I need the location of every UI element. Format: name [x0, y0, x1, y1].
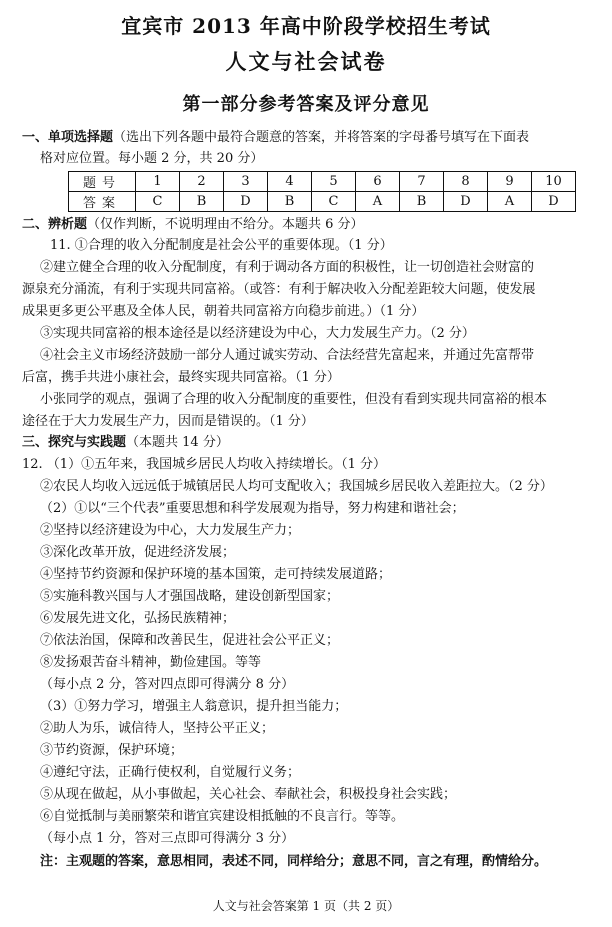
question-number-cell: 5: [312, 172, 356, 192]
answer-cell: B: [180, 192, 224, 212]
section3-text-line: ⑦依法治国，保障和改善民生，促进社会公平正义；: [40, 633, 340, 648]
section3-text-line: ②农民人均收入远远低于城镇居民人均可支配收入；我国城乡居民收入差距拉大。（2 分）: [40, 479, 553, 494]
answer-cell: D: [532, 192, 576, 212]
section2-text-line: 途径在于大力发展生产力，因而是错误的。（1 分）: [22, 414, 314, 429]
answer-cell: C: [136, 192, 180, 212]
answer-cell: B: [268, 192, 312, 212]
answer-table-answer-row: [69, 192, 576, 212]
section3-heading: 三、探究与实践题: [22, 435, 127, 450]
page-footer: 人文与社会答案第 1 页（共 2 页）: [212, 899, 400, 913]
answer-table: [68, 171, 576, 212]
section1-line1: [22, 129, 529, 147]
section2-line: [22, 216, 364, 234]
section3-text-line: ⑥发展先进文化，弘扬民族精神；: [40, 611, 236, 626]
section3-text-line: ⑤实施科教兴国与人才强国战略，建设创新型国家；: [40, 589, 340, 604]
section3-text-line: ⑤从现在做起，从小事做起，关心社会、奉献社会，积极投身社会实践；: [40, 787, 457, 802]
section2-text-line: ④社会主义市场经济鼓励一部分人通过诚实劳动、合法经营先富起来，并通过先富帮带: [40, 348, 535, 363]
section2-text-line: 11. ①合理的收入分配制度是社会公平的重要体现。（1 分）: [50, 238, 393, 253]
answer-cell: C: [312, 192, 356, 212]
section3-text-line: （3）①努力学习，增强主人翁意识，提升担当能力；: [40, 699, 348, 714]
section2-text-line: 后富，携手共进小康社会，最终实现共同富裕。（1 分）: [22, 370, 340, 385]
section2-heading: 二、辨析题: [22, 217, 88, 232]
answer-cell: D: [224, 192, 268, 212]
question-number-cell: 1: [136, 172, 180, 192]
section3-text-line: ③深化改革开放，促进经济发展；: [40, 545, 236, 560]
answer-table-answer-label: 答案: [69, 192, 136, 212]
section2-note: （仅作判断，不说明理由不给分。本题共 6 分）: [87, 217, 364, 232]
question-number-cell: 3: [224, 172, 268, 192]
section2-text-line: ②建立健全合理的收入分配制度，有利于调动各方面的积极性，让一切创造社会财富的: [40, 260, 535, 275]
section2-text-line: 源泉充分涌流，有利于实现共同富裕。（或答：有利于解决收入分配差距较大问题，使发展: [22, 282, 536, 297]
answer-cell: B: [400, 192, 444, 212]
section3-note: （本题共 14 分）: [126, 435, 229, 450]
answer-cell: A: [356, 192, 400, 212]
section1-instruction-b: 格对应位置。每小题 2 分，共 20 分）: [40, 151, 264, 166]
exam-title: 宜宾市 2013 年高中阶段学校招生考试: [121, 14, 491, 38]
section2-text-line: 小张同学的观点，强调了合理的收入分配制度的重要性，但没有看到实现共同富裕的根本: [40, 392, 548, 407]
section3-text-line: ⑧发扬艰苦奋斗精神，勤俭建国。等等: [40, 655, 262, 670]
section3-text-line: ⑥自觉抵制与美丽繁荣和谐宜宾建设相抵触的不良言行。等等。: [40, 809, 405, 824]
question-number-cell: 4: [268, 172, 312, 192]
section3-text-line: ②坚持以经济建设为中心，大力发展生产力；: [40, 523, 301, 538]
question-number-cell: 10: [532, 172, 576, 192]
question-number-cell: 9: [488, 172, 532, 192]
part-title: 第一部分参考答案及评分意见: [182, 94, 430, 115]
section2-text-line: 成果更多更公平惠及全体人民，朝着共同富裕方向稳步前进。）（1 分）: [22, 304, 425, 319]
answer-cell: A: [488, 192, 532, 212]
section3-text-line: ③节约资源，保护环境；: [40, 743, 184, 758]
section3-final-note: 注：主观题的答案，意思相同，表述不同，同样给分；意思不同，言之有理，酌情给分。: [40, 854, 548, 869]
section3-text-line: ④坚持节约资源和保护环境的基本国策，走可持续发展道路；: [40, 567, 392, 582]
question-number-cell: 6: [356, 172, 400, 192]
section1-instruction-a: （选出下列各题中最符合题意的答案，并将答案的字母番号填写在下面表: [113, 130, 530, 145]
section3-text-line: 12. （1）①五年来，我国城乡居民人均收入持续增长。（1 分）: [22, 457, 386, 472]
question-number-cell: 8: [444, 172, 488, 192]
answer-cell: D: [444, 192, 488, 212]
section3-line: [22, 434, 229, 452]
paper-subtitle: 人文与社会试卷: [225, 49, 387, 74]
section1-heading: 一、单项选择题: [22, 130, 114, 145]
section3-text-line: （每小点 2 分，答对四点即可得满分 8 分）: [40, 677, 295, 692]
section3-text-line: ④遵纪守法，正确行使权利，自觉履行义务；: [40, 765, 301, 780]
section3-text-line: ②助人为乐，诚信待人，坚持公平正义；: [40, 721, 275, 736]
section3-text-line: （每小点 1 分，答对三点即可得满分 3 分）: [40, 831, 295, 846]
section2-text-line: ③实现共同富裕的根本途径是以经济建设为中心，大力发展生产力。（2 分）: [40, 326, 475, 341]
question-number-cell: 7: [400, 172, 444, 192]
section3-text-line: （2）①以“三个代表”重要思想和科学发展观为指导，努力构建和谐社会；: [40, 501, 465, 516]
answer-table-number-label: 题号: [69, 172, 136, 192]
answer-table-number-row: [69, 172, 576, 192]
question-number-cell: 2: [180, 172, 224, 192]
